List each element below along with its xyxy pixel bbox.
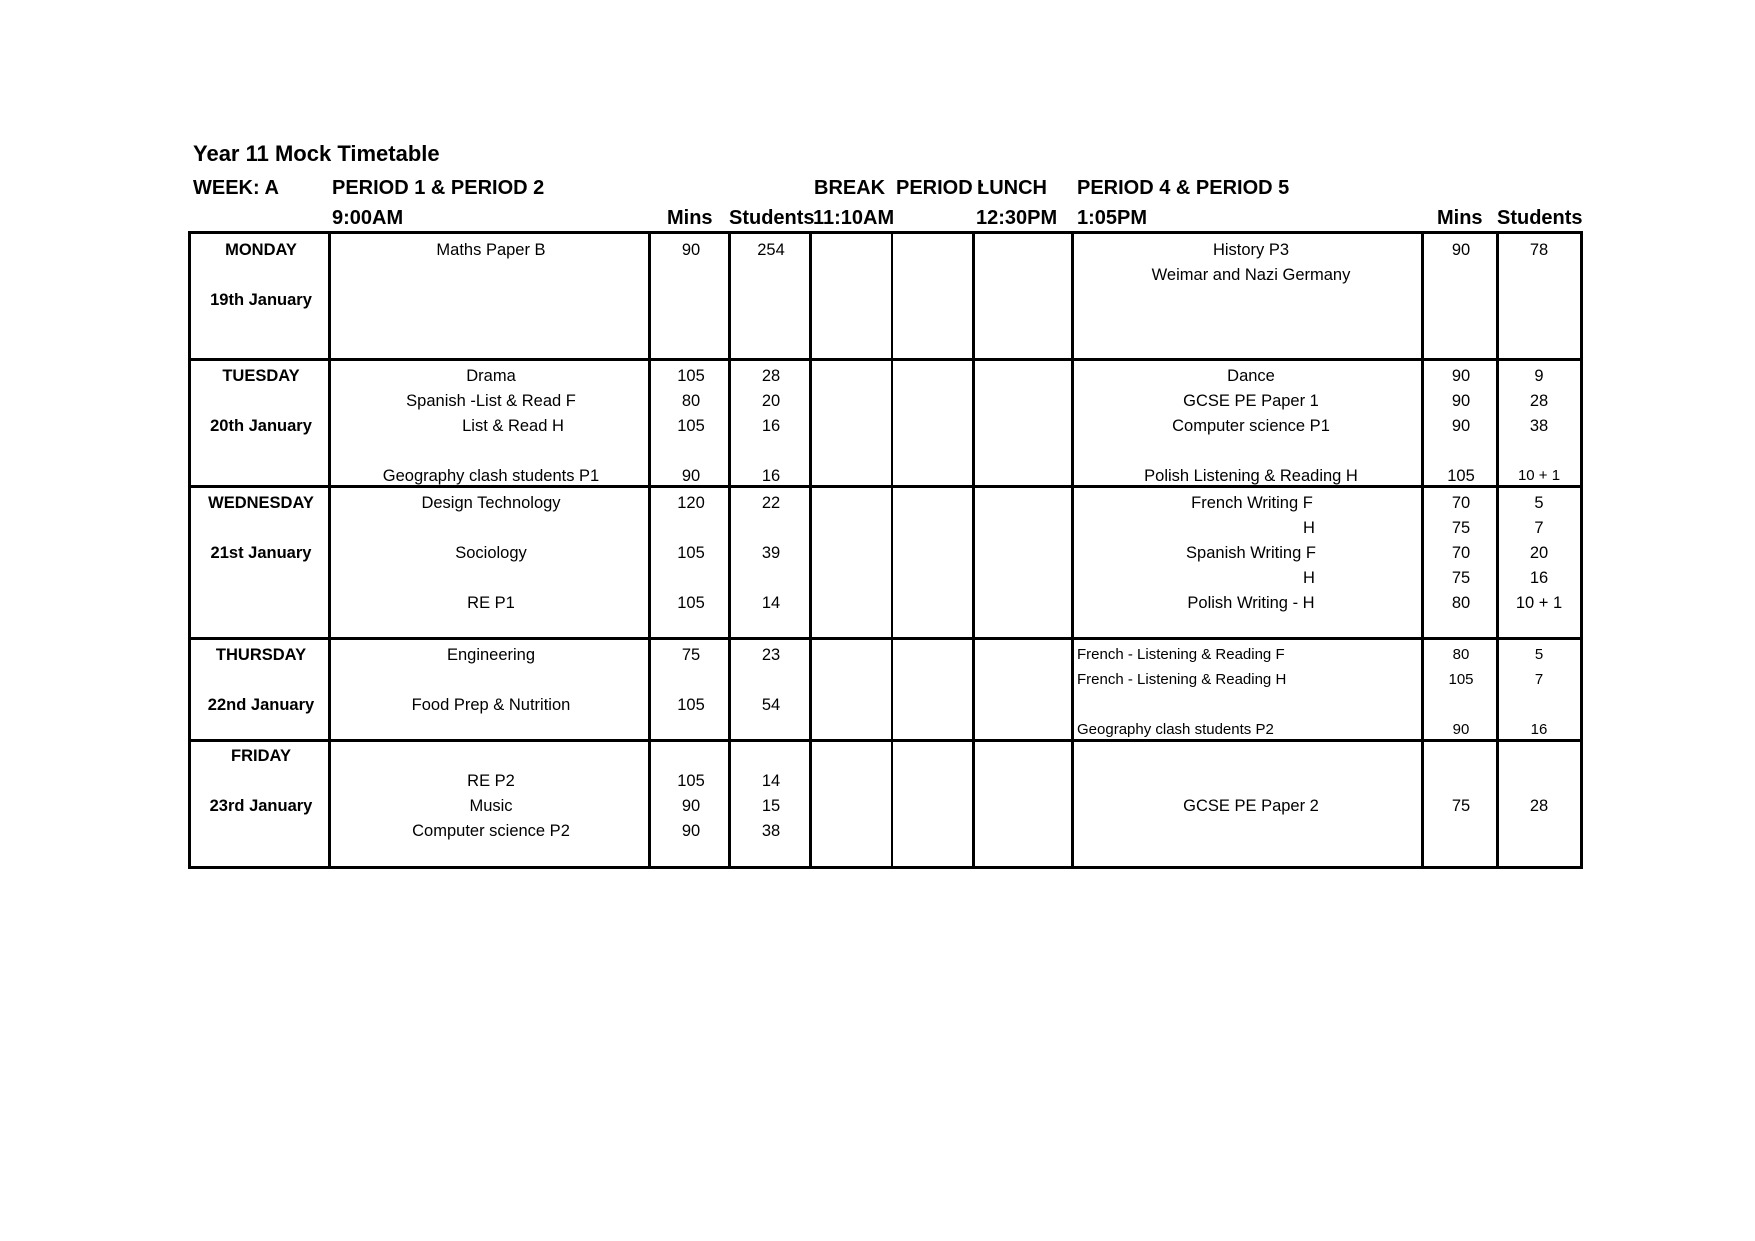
exam-mins: 75	[1451, 569, 1471, 587]
exam-subject: List & Read H	[462, 417, 564, 435]
page-title: Year 11 Mock Timetable	[193, 141, 440, 166]
exam-students: 38	[1529, 417, 1549, 435]
exam-subject: RE P2	[467, 772, 515, 790]
grid-divider	[809, 234, 812, 866]
exam-mins: 105	[677, 367, 705, 385]
exam-mins: 90	[1451, 417, 1471, 435]
students-header-am: Students	[729, 207, 815, 229]
exam-mins: 90	[681, 467, 701, 485]
mins-header-pm: Mins	[1437, 207, 1483, 229]
period-4-5-time: 1:05PM	[1077, 207, 1148, 229]
exam-subject: Polish Listening & Reading H	[1144, 467, 1358, 485]
exam-mins: 75	[1451, 519, 1471, 537]
exam-students: 28	[1529, 392, 1549, 410]
row-divider	[191, 637, 1580, 640]
exam-students: 16	[1530, 721, 1548, 738]
exam-mins: 105	[1447, 467, 1475, 485]
day-date: 20th January	[210, 417, 312, 435]
exam-students: 7	[1534, 671, 1544, 688]
exam-mins: 105	[677, 594, 705, 612]
exam-mins: 105	[677, 772, 705, 790]
exam-students: 23	[761, 646, 781, 664]
row-divider	[191, 739, 1580, 742]
exam-students: 28	[1529, 797, 1549, 815]
exam-mins: 70	[1451, 544, 1471, 562]
day-name: TUESDAY	[222, 367, 300, 385]
exam-mins: 90	[1451, 367, 1471, 385]
exam-students: 78	[1529, 241, 1549, 259]
exam-subject: Computer science P2	[412, 822, 570, 840]
day-name: WEDNESDAY	[208, 494, 314, 512]
grid-divider	[1421, 234, 1424, 866]
exam-students: 254	[757, 241, 785, 259]
timetable-grid	[188, 231, 1583, 869]
lunch-header: LUNCH	[977, 177, 1047, 199]
exam-mins: 80	[1452, 646, 1470, 663]
exam-mins: 70	[1451, 494, 1471, 512]
grid-divider	[648, 234, 651, 866]
exam-students: 5	[1534, 646, 1544, 663]
grid-divider	[728, 234, 731, 866]
exam-subject: Drama	[466, 367, 516, 385]
day-name: FRIDAY	[231, 747, 291, 765]
exam-subject: RE P1	[467, 594, 515, 612]
break-header: BREAK	[814, 177, 886, 199]
exam-subject: French Writing F	[1191, 494, 1313, 512]
period-1-2-time: 9:00AM	[332, 207, 404, 229]
exam-subject: Polish Writing - H	[1187, 594, 1315, 612]
exam-mins: 80	[1451, 594, 1471, 612]
week-label: WEEK: A	[193, 177, 279, 199]
exam-mins: 90	[1452, 721, 1470, 738]
day-date: 23rd January	[209, 797, 313, 815]
exam-subject: H	[1303, 519, 1315, 537]
grid-divider	[891, 234, 893, 866]
exam-subject: History P3	[1212, 241, 1290, 259]
exam-mins: 90	[1451, 241, 1471, 259]
exam-students: 28	[761, 367, 781, 385]
exam-mins: 120	[677, 494, 705, 512]
day-name: THURSDAY	[215, 646, 307, 664]
exam-students: 20	[1529, 544, 1549, 562]
exam-subject: Engineering	[446, 646, 536, 664]
exam-students: 16	[761, 417, 781, 435]
period-1-2-header: PERIOD 1 & PERIOD 2	[332, 177, 545, 199]
exam-subject: Computer science P1	[1172, 417, 1330, 435]
break-time: 11:10AM	[813, 207, 895, 229]
exam-students: 39	[761, 544, 781, 562]
grid-divider	[972, 234, 975, 866]
exam-subject: Geography clash students P1	[382, 467, 600, 485]
exam-subject: Weimar and Nazi Germany	[1151, 266, 1351, 284]
exam-mins: 105	[677, 544, 705, 562]
exam-students: 20	[761, 392, 781, 410]
exam-students: 15	[761, 797, 781, 815]
exam-subject: French - Listening & Reading H	[1077, 671, 1287, 688]
exam-subject: Food Prep & Nutrition	[411, 696, 571, 714]
grid-divider	[1496, 234, 1499, 866]
exam-mins: 90	[681, 241, 701, 259]
exam-subject: French - Listening & Reading F	[1077, 646, 1285, 663]
exam-subject: Music	[469, 797, 513, 815]
exam-subject: Dance	[1227, 367, 1275, 385]
exam-mins: 105	[677, 696, 705, 714]
exam-mins: 90	[1451, 392, 1471, 410]
exam-subject: GCSE PE Paper 2	[1183, 797, 1319, 815]
day-date: 21st January	[210, 544, 312, 562]
exam-subject: Spanish Writing F	[1186, 544, 1316, 562]
mins-header-am: Mins	[667, 207, 713, 229]
exam-mins: 80	[681, 392, 701, 410]
exam-mins: 105	[677, 417, 705, 435]
exam-subject: Sociology	[455, 544, 527, 562]
exam-students: 14	[761, 772, 781, 790]
exam-students: 14	[761, 594, 781, 612]
grid-divider	[328, 234, 331, 866]
students-header-pm: Students	[1497, 207, 1583, 229]
day-name: MONDAY	[225, 241, 297, 259]
period-4-5-header: PERIOD 4 & PERIOD 5	[1077, 177, 1290, 199]
exam-students: 7	[1534, 519, 1544, 537]
exam-mins: 90	[681, 822, 701, 840]
exam-students: 16	[761, 467, 781, 485]
exam-students: 9	[1534, 367, 1544, 385]
day-date: 19th January	[210, 291, 312, 309]
period-3-header: PERIOD :	[896, 177, 985, 199]
row-divider	[191, 358, 1580, 361]
lunch-time: 12:30PM	[976, 207, 1058, 229]
exam-subject: Geography clash students P2	[1077, 721, 1274, 738]
exam-subject: H	[1303, 569, 1315, 587]
exam-mins: 75	[681, 646, 701, 664]
exam-students: 16	[1529, 569, 1549, 587]
exam-students: 54	[761, 696, 781, 714]
exam-mins: 75	[1451, 797, 1471, 815]
exam-students: 10 + 1	[1517, 467, 1561, 484]
exam-students: 22	[761, 494, 781, 512]
exam-students: 5	[1534, 494, 1544, 512]
exam-mins: 105	[1448, 671, 1474, 688]
exam-students: 38	[761, 822, 781, 840]
exam-subject: Spanish -List & Read F	[406, 392, 576, 410]
grid-divider	[1071, 234, 1074, 866]
exam-subject: GCSE PE Paper 1	[1183, 392, 1319, 410]
exam-subject: Design Technology	[421, 494, 561, 512]
day-date: 22nd January	[207, 696, 315, 714]
exam-subject: Maths Paper B	[436, 241, 546, 259]
exam-students: 10 + 1	[1515, 594, 1563, 612]
exam-mins: 90	[681, 797, 701, 815]
